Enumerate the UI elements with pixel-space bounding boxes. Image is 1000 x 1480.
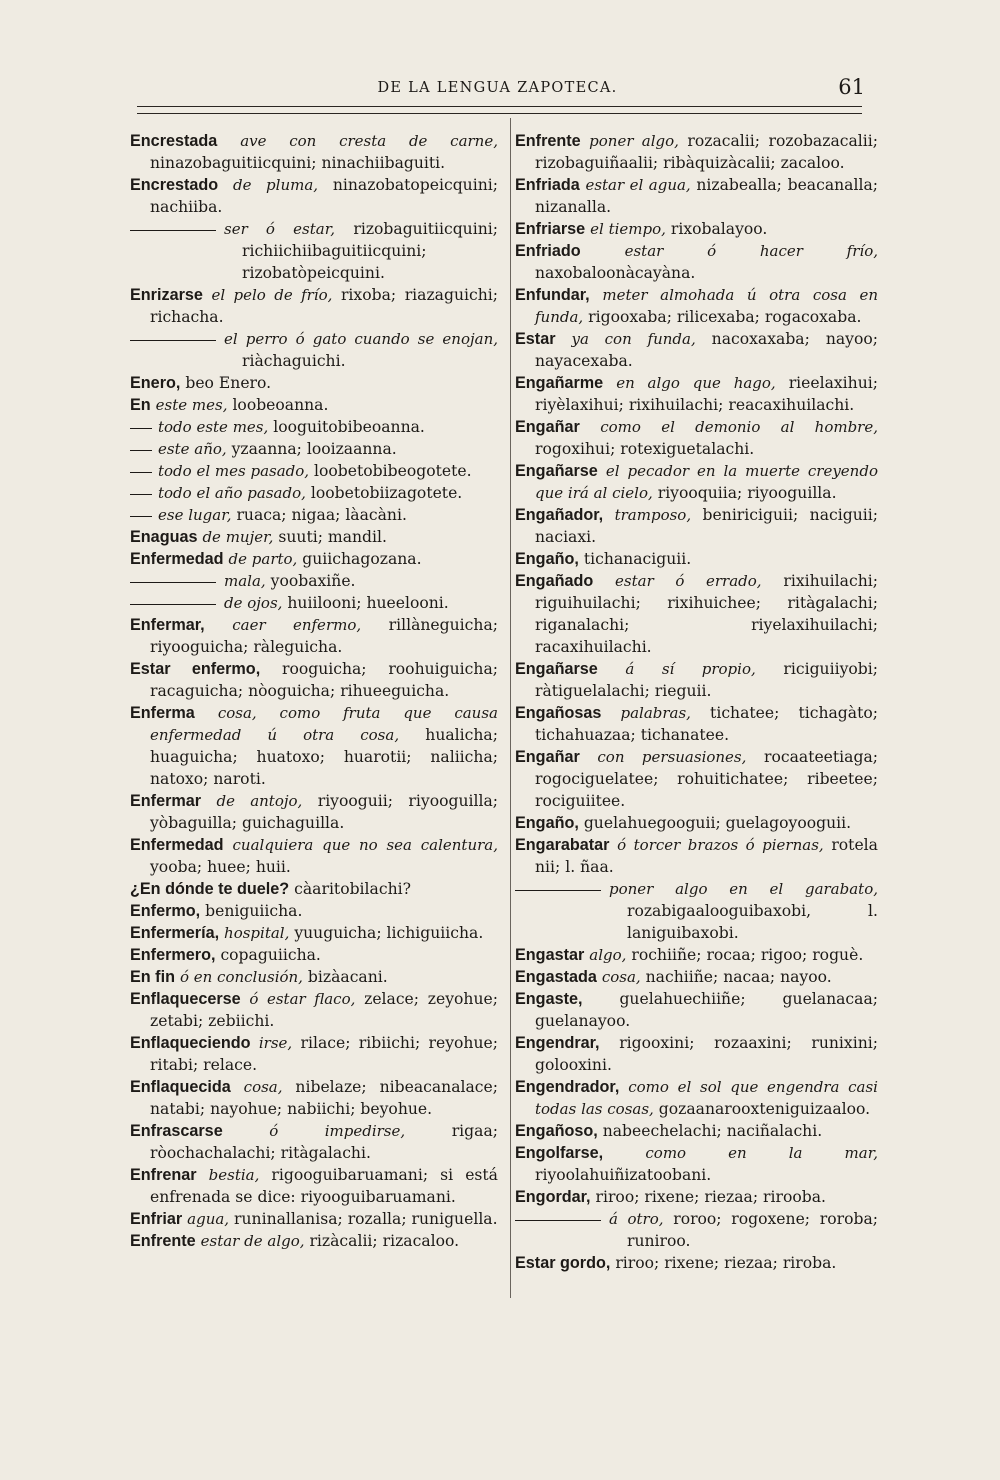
translation: rillàneguicha; riyooguicha; ràleguicha. xyxy=(150,616,498,656)
translation: beo Enero. xyxy=(185,374,272,392)
headword: Engendrador, xyxy=(515,1078,620,1096)
translation: rixobalayoo. xyxy=(665,220,768,238)
dictionary-entry xyxy=(515,812,878,834)
translation: beniriciguii; naciguii; naciaxi. xyxy=(535,506,878,546)
translation: ninazobaguitiicquini; ninachiibaguiti. xyxy=(150,154,446,172)
gloss: el pecador en la muerte creyendo que irá al cielo, xyxy=(535,462,878,502)
gloss: á otro, xyxy=(609,1210,664,1228)
page-number: 61 xyxy=(838,75,865,99)
gloss: en algo que hago, xyxy=(616,374,776,392)
translation: guelahuechiiñe; guelanacaa; guelanayoo. xyxy=(535,990,878,1030)
dictionary-entry xyxy=(130,592,498,614)
dictionary-entry xyxy=(515,372,878,416)
translation: yoobaxiñe. xyxy=(265,572,356,590)
headword: Engastada xyxy=(515,968,597,986)
dictionary-entry xyxy=(130,548,498,570)
headword: Enflaquecerse xyxy=(130,990,241,1008)
repeat-dash xyxy=(515,1220,601,1221)
dictionary-entry xyxy=(130,394,498,416)
translation: copaguiicha. xyxy=(220,946,321,964)
headword: Enaguas xyxy=(130,528,198,546)
translation: naxobaloonàcayàna. xyxy=(535,264,696,282)
gloss: ó en conclusión, xyxy=(179,968,303,986)
translation: rilace; ribiichi; reyohue; ritabi; relace. xyxy=(150,1034,498,1074)
headword: Enfrenar xyxy=(130,1166,197,1184)
gloss: de antojo, xyxy=(216,792,303,810)
translation: rooguicha; roohuiguicha; racaguicha; nòoguicha; rihueeguicha. xyxy=(150,660,498,700)
headword: Engastar xyxy=(515,946,585,964)
dictionary-entry xyxy=(130,1032,498,1076)
headword: Encrestada xyxy=(130,132,218,150)
dictionary-entry xyxy=(130,438,498,460)
column-divider xyxy=(510,118,511,1298)
translation: ninazobatopeicquini; nachiiba. xyxy=(150,176,498,216)
headword: Enfermedad xyxy=(130,550,224,568)
running-head xyxy=(130,75,865,102)
gloss: algo, xyxy=(589,946,627,964)
translation: rozabigaalooguibaxobi, l. laniguibaxobi. xyxy=(627,902,878,942)
translation: runinallanisa; rozalla; runiguella. xyxy=(229,1210,498,1228)
dictionary-entry xyxy=(515,284,878,328)
headword: Enfrente xyxy=(515,132,581,150)
dictionary-entry xyxy=(130,790,498,834)
headword: Engañarse xyxy=(515,660,598,678)
dictionary-entry xyxy=(130,570,498,592)
dictionary-entry xyxy=(515,658,878,702)
dictionary-entry xyxy=(130,1164,498,1208)
right-column xyxy=(515,130,878,1274)
dictionary-entry xyxy=(130,878,498,900)
gloss: ave con cresta de carne, xyxy=(240,132,498,150)
headword: Enfriado xyxy=(515,242,581,260)
gloss: ya con funda, xyxy=(571,330,696,348)
headword: Engañarse xyxy=(515,462,598,480)
translation: rogoxihui; rotexiguetalachi. xyxy=(535,440,755,458)
translation: rixoba; riazaguichi; richacha. xyxy=(150,286,498,326)
gloss: de pluma, xyxy=(232,176,319,194)
headword: Enfrente xyxy=(130,1232,196,1250)
headword: Enfermedad xyxy=(130,836,224,854)
translation: roroo; rogoxene; roroba; runiroo. xyxy=(627,1210,878,1250)
headword: Enfundar, xyxy=(515,286,590,304)
translation: yuuguicha; lichiguiicha. xyxy=(289,924,484,942)
dictionary-entry xyxy=(130,372,498,394)
dictionary-entry xyxy=(130,944,498,966)
gloss: á sí propio, xyxy=(625,660,756,678)
translation: nizabealla; beacanalla; nizanalla. xyxy=(535,176,878,216)
headword: ¿En dónde te duele? xyxy=(130,880,290,898)
gloss: bestia, xyxy=(208,1166,260,1184)
dictionary-entry xyxy=(130,130,498,174)
dictionary-entry xyxy=(130,416,498,438)
gloss: meter almohada ú otra cosa en funda, xyxy=(535,286,878,326)
headword: Enero, xyxy=(130,374,181,392)
headword: Engendrar, xyxy=(515,1034,600,1052)
headword: Estar xyxy=(515,330,556,348)
translation: zelace; zeyohue; zetabi; zebiichi. xyxy=(150,990,498,1030)
gloss: el tiempo, xyxy=(590,220,666,238)
dictionary-entry xyxy=(515,416,878,460)
translation: rigooxini; rozaaxini; runixini; golooxini. xyxy=(535,1034,878,1074)
gloss: ó impedirse, xyxy=(269,1122,406,1140)
gloss: estar ó errado, xyxy=(615,572,762,590)
gloss: como en la mar, xyxy=(645,1144,878,1162)
dictionary-entry xyxy=(515,218,878,240)
dictionary-entry xyxy=(130,482,498,504)
translation: rieelaxihui; riyèlaxihui; rixihuilachi; reacaxihuilachi. xyxy=(535,374,879,414)
translation: nibelaze; nibeacanalace; natabi; nayohue; nabiichi; beyohue. xyxy=(150,1078,498,1118)
dictionary-entry xyxy=(515,240,878,284)
gloss: el pelo de frío, xyxy=(211,286,333,304)
headword: Engaño, xyxy=(515,550,579,568)
headword: Enfrascarse xyxy=(130,1122,223,1140)
headword: En xyxy=(130,396,151,414)
gloss: cosa, xyxy=(601,968,641,986)
dictionary-entry xyxy=(515,1142,878,1186)
left-column xyxy=(130,130,498,1252)
dictionary-entry xyxy=(515,570,878,658)
headword: Enfriada xyxy=(515,176,580,194)
dictionary-entry xyxy=(515,702,878,746)
dictionary-entry xyxy=(515,944,878,966)
dictionary-entry xyxy=(515,834,878,878)
headword: Enfriar xyxy=(130,1210,183,1228)
gloss: como el sol que engendra casi todas las cosas, xyxy=(535,1078,878,1118)
gloss: todo este mes, xyxy=(158,418,269,436)
translation: riyooquiia; riyooguilla. xyxy=(652,484,837,502)
dictionary-entry xyxy=(515,966,878,988)
translation: ruaca; nigaa; làacàni. xyxy=(231,506,407,524)
dictionary-entry xyxy=(130,1076,498,1120)
headword: Engarabatar xyxy=(515,836,610,854)
gloss: todo el año pasado, xyxy=(158,484,306,502)
gloss: estar el agua, xyxy=(585,176,691,194)
gloss: de parto, xyxy=(228,550,298,568)
gloss: con persuasiones, xyxy=(597,748,747,766)
dictionary-entry xyxy=(515,130,878,174)
dictionary-entry xyxy=(130,614,498,658)
gloss: mala, xyxy=(224,572,266,590)
translation: loobetobibeogotete. xyxy=(309,462,472,480)
translation: riciguiiyobi; ràtiguelalachi; rieguii. xyxy=(535,660,878,700)
gloss: el perro ó gato cuando se enojan, xyxy=(224,330,498,348)
gloss: caer enfermo, xyxy=(232,616,362,634)
headword: Enflaqueciendo xyxy=(130,1034,251,1052)
translation: hualicha; huaguicha; huatoxo; huarotii; naliicha; natoxo; naroti. xyxy=(150,726,498,788)
dictionary-entry xyxy=(515,988,878,1032)
headword: Engañosas xyxy=(515,704,602,722)
headword: Engañado xyxy=(515,572,594,590)
repeat-dash xyxy=(130,230,216,231)
headword: Engolfarse, xyxy=(515,1144,604,1162)
repeat-dash xyxy=(130,450,152,451)
translation: rigooguibaruamani; si está enfrenada se dice: riyooguibaruamani. xyxy=(150,1166,498,1206)
headword: Enferma xyxy=(130,704,195,722)
dictionary-entry xyxy=(130,658,498,702)
gloss: cosa, como fruta que causa enfermedad ú otra cosa, xyxy=(150,704,498,744)
translation: nacoxaxaba; nayoo; nayacexaba. xyxy=(535,330,878,370)
headword: Engordar, xyxy=(515,1188,591,1206)
repeat-dash xyxy=(130,340,216,341)
dictionary-entry xyxy=(130,526,498,548)
headword: En fin xyxy=(130,968,175,986)
dictionary-entry xyxy=(130,328,498,372)
translation: suuti; mandil. xyxy=(273,528,387,546)
headword: Engaste, xyxy=(515,990,583,1008)
dictionary-entry xyxy=(515,1032,878,1076)
headword: Encrestado xyxy=(130,176,219,194)
repeat-dash xyxy=(130,428,152,429)
translation: beniguiicha. xyxy=(205,902,303,920)
dictionary-entry xyxy=(130,922,498,944)
headword: Engaño, xyxy=(515,814,579,832)
headword: Enfermar xyxy=(130,792,202,810)
translation: guelahuegooguii; guelagoyooguii. xyxy=(583,814,852,832)
gloss: todo el mes pasado, xyxy=(158,462,310,480)
gloss: poner algo, xyxy=(589,132,679,150)
header-rule xyxy=(137,106,862,114)
gloss: como el demonio al hombre, xyxy=(600,418,878,436)
headword: Estar enfermo, xyxy=(130,660,261,678)
translation: yooba; huee; huii. xyxy=(150,858,291,876)
translation: yzaanna; looizaanna. xyxy=(226,440,397,458)
gloss: este año, xyxy=(158,440,227,458)
headword: Engañarme xyxy=(515,374,604,392)
dictionary-entry xyxy=(130,460,498,482)
headword: Engañoso, xyxy=(515,1122,598,1140)
dictionary-entry xyxy=(515,1186,878,1208)
gloss: cosa, xyxy=(243,1078,283,1096)
translation: rizobaguitiicquini; richiichiibaguitiicquini; rizobatòpeicquini. xyxy=(242,220,498,282)
gloss: ó torcer brazos ó piernas, xyxy=(617,836,824,854)
gloss: poner algo en el garabato, xyxy=(609,880,878,898)
translation: tichanaciguii. xyxy=(583,550,692,568)
headword: Enfermar, xyxy=(130,616,205,634)
gloss: este mes, xyxy=(155,396,228,414)
dictionary-entry xyxy=(515,1252,878,1274)
gloss: tramposo, xyxy=(614,506,692,524)
headword: Enfriarse xyxy=(515,220,586,238)
headword: Engañar xyxy=(515,418,580,436)
gloss: de ojos, xyxy=(224,594,283,612)
headword: Engañador, xyxy=(515,506,604,524)
dictionary-entry xyxy=(130,1208,498,1230)
translation: riroo; rixene; riezaa; riroobа. xyxy=(595,1188,826,1206)
translation: nachiiñe; nacaa; nayoo. xyxy=(640,968,832,986)
translation: tichatee; tichagàto; tichahuazaa; tichanatee. xyxy=(535,704,878,744)
dictionary-entry xyxy=(130,834,498,878)
headword: Estar gordo, xyxy=(515,1254,611,1272)
translation: looguitobibeoanna. xyxy=(268,418,425,436)
dictionary-entry xyxy=(515,328,878,372)
dictionary-entry xyxy=(130,988,498,1032)
translation: riyoolahuiñizatoobani. xyxy=(535,1166,712,1184)
translation: riàchaguichi. xyxy=(242,352,346,370)
gloss: hospital, xyxy=(224,924,290,942)
translation: rotela nii; l. ñaa. xyxy=(535,836,878,876)
dictionary-entry xyxy=(130,702,498,790)
gloss: ó estar flaco, xyxy=(249,990,356,1008)
repeat-dash xyxy=(130,604,216,605)
translation: rocaateetiaga; rogociguelatee; rohuitichatee; ribeetee; rociguiitee. xyxy=(535,748,878,810)
dictionary-entry xyxy=(515,174,878,218)
dictionary-entry xyxy=(130,218,498,284)
dictionary-entry xyxy=(515,878,878,944)
dictionary-entry xyxy=(515,548,878,570)
headword: Enflaquecida xyxy=(130,1078,231,1096)
gloss: de mujer, xyxy=(202,528,274,546)
translation: rigooxaba; rilicexaba; rogacoxaba. xyxy=(583,308,862,326)
repeat-dash xyxy=(130,582,216,583)
headword: Enfermero, xyxy=(130,946,216,964)
headword: Enfermo, xyxy=(130,902,201,920)
translation: rizàcalii; rizacaloo. xyxy=(304,1232,460,1250)
gloss: ser ó estar, xyxy=(224,220,335,238)
translation: rochiiñe; rocaa; rigoo; roguè. xyxy=(626,946,864,964)
gloss: ese lugar, xyxy=(158,506,232,524)
headword: Engañar xyxy=(515,748,580,766)
gloss: cualquiera que no sea calentura, xyxy=(232,836,498,854)
gloss: estar de algo, xyxy=(200,1232,305,1250)
translation: loobeoanna. xyxy=(227,396,329,414)
dictionary-entry xyxy=(130,1120,498,1164)
repeat-dash xyxy=(130,494,152,495)
dictionary-entry xyxy=(515,1208,878,1252)
translation: bizàacani. xyxy=(302,968,388,986)
dictionary-entry xyxy=(515,504,878,548)
translation: huiilooni; hueelooni. xyxy=(282,594,449,612)
translation: càaritobilachi? xyxy=(294,880,411,898)
gloss: agua, xyxy=(187,1210,230,1228)
dictionary-entry xyxy=(515,746,878,812)
translation: rigaa; ròochachalachi; ritàgalachi. xyxy=(150,1122,498,1162)
dictionary-entry xyxy=(130,966,498,988)
dictionary-entry xyxy=(515,1120,878,1142)
dictionary-entry xyxy=(130,284,498,328)
gloss: palabras, xyxy=(620,704,691,722)
headword: Enfermería, xyxy=(130,924,220,942)
dictionary-entry xyxy=(130,1230,498,1252)
translation: rixihuilachi; riguihuilachi; rixihuichee; ritàgalachi; riganalachi; riyelaxihuilachi; racaxihuilachi. xyxy=(535,572,878,656)
translation: guiichagozana. xyxy=(297,550,422,568)
running-title: DE LA LENGUA ZAPOTECA. xyxy=(377,80,618,96)
gloss: estar ó hacer frío, xyxy=(624,242,878,260)
repeat-dash xyxy=(130,516,152,517)
translation: gozaanarooxteniguizaaloo. xyxy=(653,1100,871,1118)
translation: riroo; rixene; riezaa; riroba. xyxy=(615,1254,837,1272)
gloss: irse, xyxy=(258,1034,293,1052)
repeat-dash xyxy=(130,472,152,473)
dictionary-entry xyxy=(130,900,498,922)
dictionary-entry xyxy=(515,1076,878,1120)
dictionary-entry xyxy=(515,460,878,504)
translation: rozacalii; rozobazacalii; rizobaguiñaalii; ribàquizàcalii; zacaloo. xyxy=(535,132,878,172)
translation: loobetobiizagotete. xyxy=(305,484,463,502)
headword: Enrizarse xyxy=(130,286,203,304)
translation: nabeechelachi; naciñalachi. xyxy=(602,1122,823,1140)
dictionary-entry xyxy=(130,504,498,526)
translation: riyooguii; riyooguilla; yòbaguilla; guichaguilla. xyxy=(150,792,499,832)
dictionary-entry xyxy=(130,174,498,218)
repeat-dash xyxy=(515,890,601,891)
